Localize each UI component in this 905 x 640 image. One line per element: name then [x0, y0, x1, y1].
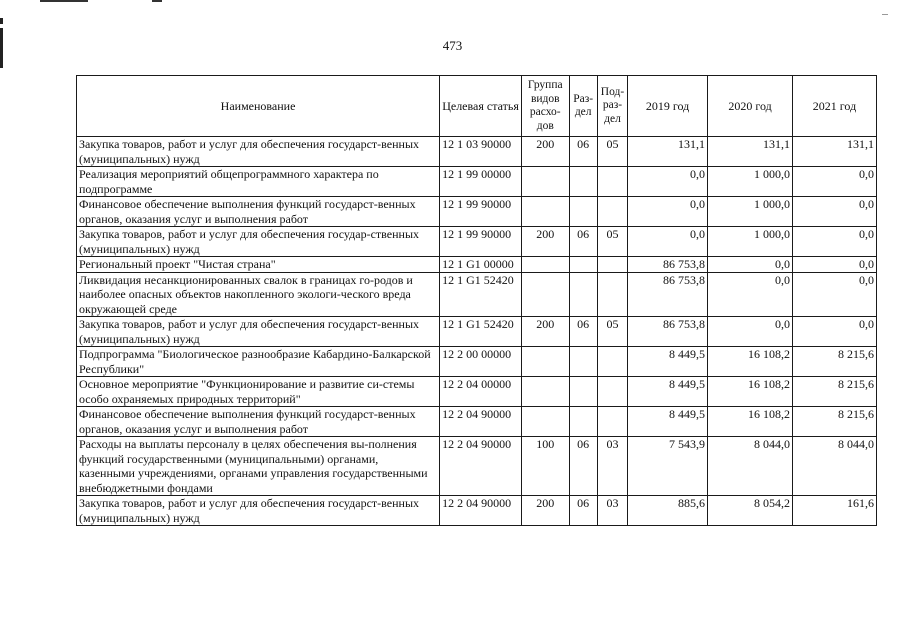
row-target-article: 12 1 G1 52420	[440, 272, 522, 317]
table-row	[77, 407, 877, 437]
row-expense-group: 200	[521, 227, 569, 257]
row-value-2021: 8 044,0	[793, 437, 877, 496]
row-expense-group	[521, 272, 569, 317]
row-value-2019: 86 753,8	[628, 257, 708, 273]
row-subsection	[597, 407, 627, 437]
row-name: Закупка товаров, работ и услуг для обеспечения государ-ственных (муниципальных) нужд	[77, 227, 440, 257]
row-value-2019: 86 753,8	[628, 317, 708, 347]
row-value-2021: 8 215,6	[793, 407, 877, 437]
row-value-2021: 161,6	[793, 496, 877, 526]
row-section	[569, 377, 597, 407]
row-subsection	[597, 347, 627, 377]
table-row	[77, 137, 877, 167]
row-value-2019: 86 753,8	[628, 272, 708, 317]
row-subsection: 05	[597, 137, 627, 167]
row-section	[569, 407, 597, 437]
scan-margin-mark	[0, 18, 3, 24]
row-expense-group	[521, 377, 569, 407]
table-row	[77, 197, 877, 227]
row-value-2020: 1 000,0	[708, 167, 793, 197]
row-name: Закупка товаров, работ и услуг для обеспечения государст-венных (муниципальных) нужд	[77, 496, 440, 526]
header-subsection: Под-раз-дел	[597, 76, 627, 137]
row-section: 06	[569, 137, 597, 167]
row-value-2021: 131,1	[793, 137, 877, 167]
row-expense-group	[521, 167, 569, 197]
row-value-2020: 131,1	[708, 137, 793, 167]
row-expense-group	[521, 257, 569, 273]
row-target-article: 12 2 04 90000	[440, 437, 522, 496]
table-row	[77, 347, 877, 377]
page-number: 473	[442, 38, 463, 53]
row-section	[569, 347, 597, 377]
row-value-2020: 0,0	[708, 317, 793, 347]
table-row	[77, 272, 877, 317]
header-year-2021: 2021 год	[793, 76, 877, 137]
row-target-article: 12 1 99 90000	[440, 227, 522, 257]
row-value-2019: 8 449,5	[628, 377, 708, 407]
row-name: Расходы на выплаты персоналу в целях обеспечения вы-полнения функций государственными (муниципальными) органами, казенными учреждениями, органами управления государственными внебюджетными фондами	[77, 437, 440, 496]
row-subsection: 05	[597, 227, 627, 257]
row-subsection: 03	[597, 496, 627, 526]
row-value-2020: 1 000,0	[708, 227, 793, 257]
row-target-article: 12 1 G1 52420	[440, 317, 522, 347]
row-subsection	[597, 257, 627, 273]
row-target-article: 12 1 03 90000	[440, 137, 522, 167]
row-section: 06	[569, 227, 597, 257]
row-value-2020: 1 000,0	[708, 197, 793, 227]
row-expense-group	[521, 407, 569, 437]
row-subsection: 05	[597, 317, 627, 347]
row-name: Закупка товаров, работ и услуг для обеспечения государст-венных (муниципальных) нужд	[77, 317, 440, 347]
row-value-2021: 8 215,6	[793, 377, 877, 407]
header-name: Наименование	[77, 76, 440, 137]
row-section: 06	[569, 496, 597, 526]
table-body	[77, 137, 877, 526]
row-value-2019: 8 449,5	[628, 347, 708, 377]
table-row	[77, 437, 877, 496]
row-target-article: 12 2 04 90000	[440, 496, 522, 526]
table-row	[77, 377, 877, 407]
row-subsection: 03	[597, 437, 627, 496]
table-row	[77, 317, 877, 347]
row-value-2020: 16 108,2	[708, 407, 793, 437]
row-section: 06	[569, 317, 597, 347]
row-value-2019: 0,0	[628, 227, 708, 257]
row-value-2019: 8 449,5	[628, 407, 708, 437]
row-value-2019: 0,0	[628, 167, 708, 197]
row-section	[569, 197, 597, 227]
row-expense-group: 200	[521, 496, 569, 526]
header-target-article: Целевая статья	[440, 76, 522, 137]
row-expense-group	[521, 347, 569, 377]
row-expense-group	[521, 197, 569, 227]
table-row	[77, 496, 877, 526]
row-section: 06	[569, 437, 597, 496]
header-year-2020: 2020 год	[708, 76, 793, 137]
row-target-article: 12 1 G1 00000	[440, 257, 522, 273]
row-name: Основное мероприятие "Функционирование и развитие си-стемы особо охраняемых природных территорий"	[77, 377, 440, 407]
row-value-2021: 0,0	[793, 257, 877, 273]
header-expense-group: Группа видов расхо-дов	[521, 76, 569, 137]
row-section	[569, 272, 597, 317]
scan-top-artifact	[40, 0, 200, 3]
row-subsection	[597, 377, 627, 407]
header-section: Раз-дел	[569, 76, 597, 137]
table-row	[77, 257, 877, 273]
header-year-2019: 2019 год	[628, 76, 708, 137]
row-section	[569, 167, 597, 197]
budget-table	[76, 75, 877, 526]
row-section	[569, 257, 597, 273]
row-expense-group: 200	[521, 137, 569, 167]
table-header	[77, 76, 877, 137]
row-value-2019: 131,1	[628, 137, 708, 167]
row-value-2020: 8 044,0	[708, 437, 793, 496]
row-target-article: 12 1 99 90000	[440, 197, 522, 227]
scan-corner-mark	[882, 14, 888, 15]
row-name: Финансовое обеспечение выполнения функций государст-венных органов, оказания услуг и выполнения работ	[77, 197, 440, 227]
row-value-2020: 8 054,2	[708, 496, 793, 526]
row-value-2021: 0,0	[793, 227, 877, 257]
row-value-2020: 16 108,2	[708, 347, 793, 377]
row-name: Подпрограмма "Биологическое разнообразие Кабардино-Балкарской Республики"	[77, 347, 440, 377]
row-target-article: 12 1 99 00000	[440, 167, 522, 197]
row-name: Региональный проект "Чистая страна"	[77, 257, 440, 273]
row-value-2019: 0,0	[628, 197, 708, 227]
row-value-2021: 0,0	[793, 167, 877, 197]
row-expense-group: 100	[521, 437, 569, 496]
row-name: Закупка товаров, работ и услуг для обеспечения государст-венных (муниципальных) нужд	[77, 137, 440, 167]
table-row	[77, 167, 877, 197]
row-value-2020: 0,0	[708, 257, 793, 273]
row-value-2021: 8 215,6	[793, 347, 877, 377]
row-value-2021: 0,0	[793, 197, 877, 227]
row-expense-group: 200	[521, 317, 569, 347]
row-target-article: 12 2 04 00000	[440, 377, 522, 407]
row-name: Реализация мероприятий общепрограммного характера по подпрограмме	[77, 167, 440, 197]
row-value-2020: 16 108,2	[708, 377, 793, 407]
row-value-2021: 0,0	[793, 272, 877, 317]
row-value-2021: 0,0	[793, 317, 877, 347]
row-target-article: 12 2 00 00000	[440, 347, 522, 377]
row-subsection	[597, 272, 627, 317]
row-value-2020: 0,0	[708, 272, 793, 317]
row-value-2019: 7 543,9	[628, 437, 708, 496]
row-value-2019: 885,6	[628, 496, 708, 526]
row-target-article: 12 2 04 90000	[440, 407, 522, 437]
row-subsection	[597, 197, 627, 227]
row-name: Финансовое обеспечение выполнения функций государст-венных органов, оказания услуг и выполнения работ	[77, 407, 440, 437]
row-name: Ликвидация несанкционированных свалок в границах го-родов и наиболее опасных объектов накопленного экологи-ческого вреда окружающей среде	[77, 272, 440, 317]
row-subsection	[597, 167, 627, 197]
table-row	[77, 227, 877, 257]
